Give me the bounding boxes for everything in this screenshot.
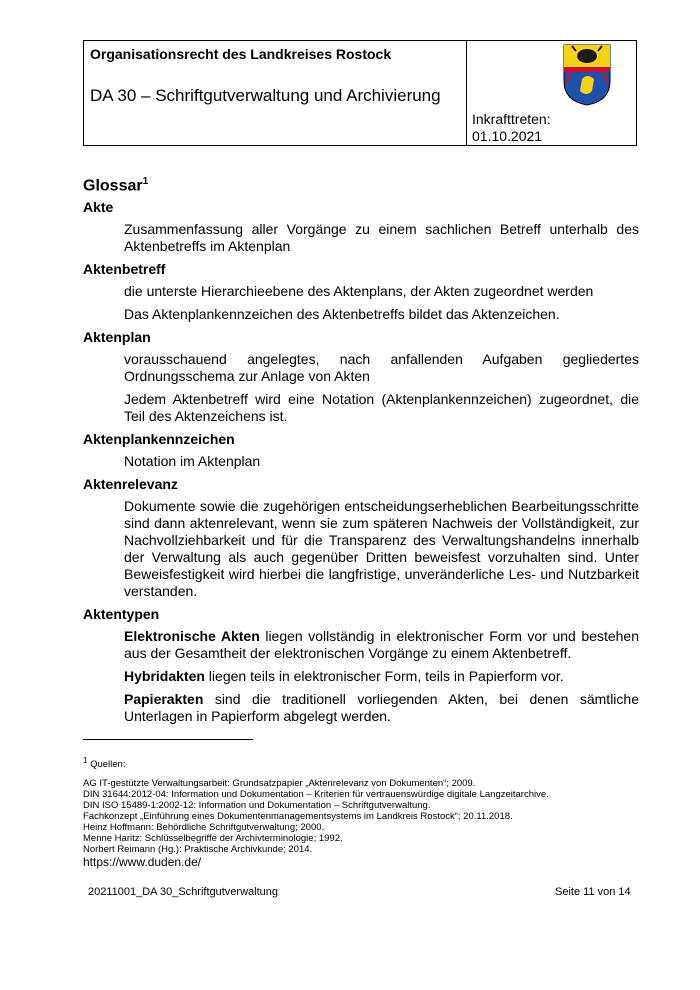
definition-papierakten: Papierakten sind die traditionell vorliegenden Akten, bei denen sämtliche Unterlagen in Papierform abgelegt werden. [124, 691, 639, 725]
coat-of-arms-icon [562, 43, 612, 107]
source-item: DIN 31644:2012-04: Information und Dokumentation – Kriterien für vertrauenswürdige digitale Langzeitarchive. [83, 789, 549, 801]
term-aktenplankennzeichen: Aktenplankennzeichen [83, 431, 235, 448]
glossary-title: Glossar$^1$ [83, 176, 149, 195]
glossary-section [83, 176, 639, 731]
effective-label: Inkrafttreten: [472, 111, 551, 127]
term-aktenplan: Aktenplan [83, 329, 151, 346]
definition: Das Aktenplankennzeichen des Aktenbetreffs bildet das Aktenzeichen. [124, 306, 560, 323]
definition: die unterste Hierarchieebene des Aktenplans, der Akten zugeordnet werden [124, 283, 594, 300]
type-name: Hybridakten [124, 668, 205, 685]
source-item: Heinz Hoffmann: Behördliche Schriftgutverwaltung; 2000. [83, 822, 325, 834]
footnote-label: $^1$ Quellen: [83, 756, 126, 771]
footnote-divider [83, 739, 253, 740]
document-title: DA 30 – Schriftgutverwaltung und Archivierung [90, 86, 441, 105]
source-item: DIN ISO 15489-1:2002-12: Information und Dokumentation – Schriftgutverwaltung. [83, 800, 431, 812]
source-item: Fachkonzept „Einführung eines Dokumentenmanagementsystems im Landkreis Rostock“; 20.11.2018. [83, 811, 513, 823]
source-item: AG IT-gestützte Verwaltungsarbeit: Grundsatzpapier „Aktenrelevanz von Dokumenten“; 2009. [83, 778, 476, 790]
footer-file-name: 20211001_DA 30_Schriftgutverwaltung [88, 886, 278, 898]
footnotes [83, 755, 643, 869]
document-header [83, 40, 637, 146]
source-item: Norbert Reimann (Hg.): Praktische Archivkunde; 2014. [83, 844, 313, 856]
definition: Notation im Aktenplan [124, 453, 261, 470]
header-date-cell [467, 41, 636, 145]
header-title-cell [84, 41, 467, 145]
source-item: Menne Haritz: Schlüsselbegriffe der Archivterminologie; 1992. [83, 833, 343, 845]
source-link[interactable]: https://www.duden.de/ [83, 855, 202, 870]
type-name: Elektronische Akten [124, 628, 260, 645]
type-name: Papierakten [124, 691, 204, 708]
definition-elektronische-akten: Elektronische Akten liegen vollständig in elektronischer Form vor und bestehen aus der Gesamtheit der elektronischen Vorgänge zu einem Aktenbetreff. [124, 628, 639, 662]
term-aktenrelevanz: Aktenrelevanz [83, 476, 178, 493]
organization-name: Organisationsrecht des Landkreises Rostock [90, 46, 392, 62]
definition: Jedem Aktenbetreff wird eine Notation (Aktenplankennzeichen) zugeordnet, die Teil des Aktenzeichens ist. [124, 391, 639, 425]
footnote-reference[interactable]: 1 [142, 176, 149, 187]
term-aktenbetreff: Aktenbetreff [83, 261, 166, 278]
definition: Zusammenfassung aller Vorgänge zu einem sachlichen Betreff unterhalb des Aktenbetreffs im Aktenplan [124, 221, 639, 255]
definition-hybridakten: Hybridakten liegen teils in elektronischer Form, teils in Papierform vor. [124, 668, 564, 685]
definition: vorausschauend angelegtes, nach anfallenden Aufgaben gegliedertes Ordnungsschema zur Anlage von Akten [124, 351, 639, 385]
effective-date: 01.10.2021 [472, 128, 543, 144]
definition: Dokumente sowie die zugehörigen entscheidungserheblichen Bearbeitungsschritte sind dann aktenrelevant, wenn sie zum späteren Nachweis der Vollständigkeit, zur Nachvollziehbarkeit und für die Transparenz des Verwaltungshandelns innerhalb der Verwaltung als auch gegenüber Dritten beweisfest vorzuhalten sind. Unter Beweisfestigkeit wird hierbei die langfristige, unveränderliche Les- und Nutzbarkeit verstanden. [124, 498, 639, 600]
effective-date-block [472, 111, 551, 145]
term-aktentypen: Aktentypen [83, 606, 160, 623]
term-akte: Akte [83, 199, 114, 216]
footer-page-number: Seite 11 von 14 [555, 886, 631, 898]
